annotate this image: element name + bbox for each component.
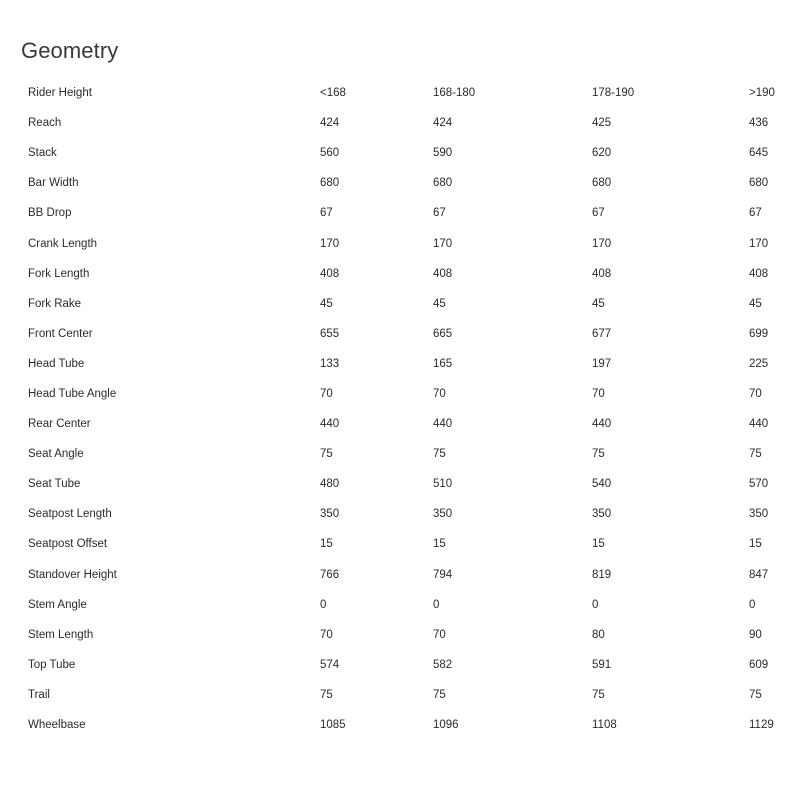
cell-value: 0 xyxy=(320,598,327,611)
cell-value: 440 xyxy=(592,418,612,431)
cell-value: 540 xyxy=(592,478,612,491)
cell-value: 170 xyxy=(749,237,769,250)
table-row xyxy=(28,138,789,168)
row-label: Seat Angle xyxy=(28,448,84,461)
cell-value: 45 xyxy=(592,297,605,310)
table-row xyxy=(28,349,789,379)
cell-value: 170 xyxy=(320,237,340,250)
table-row xyxy=(28,620,789,650)
cell-value: 665 xyxy=(433,327,453,340)
cell-value: 67 xyxy=(749,207,762,220)
cell-value: 408 xyxy=(592,267,612,280)
cell-value: 178-190 xyxy=(592,87,635,100)
cell-value: 424 xyxy=(433,117,453,130)
table-row xyxy=(28,409,789,439)
cell-value: 480 xyxy=(320,478,340,491)
cell-value: 75 xyxy=(592,448,605,461)
cell-value: 655 xyxy=(320,327,340,340)
cell-value: 75 xyxy=(433,688,446,701)
table-row xyxy=(28,499,789,529)
row-label: Fork Rake xyxy=(28,297,82,310)
cell-value: 677 xyxy=(592,327,612,340)
table-row xyxy=(28,78,789,108)
cell-value: 15 xyxy=(749,538,762,551)
cell-value: 440 xyxy=(320,418,340,431)
cell-value: 67 xyxy=(320,207,333,220)
cell-value: 75 xyxy=(433,448,446,461)
table-row xyxy=(28,168,789,198)
cell-value: 699 xyxy=(749,327,769,340)
cell-value: 620 xyxy=(592,147,612,160)
cell-value: 680 xyxy=(749,177,769,190)
cell-value: 440 xyxy=(749,418,769,431)
geometry-table-body xyxy=(28,78,789,740)
cell-value: 350 xyxy=(749,508,769,521)
cell-value: 847 xyxy=(749,568,769,581)
cell-value: 168-180 xyxy=(433,87,476,100)
table-row xyxy=(28,198,789,228)
cell-value: 794 xyxy=(433,568,453,581)
table-row xyxy=(28,469,789,499)
geometry-table xyxy=(28,78,789,740)
cell-value: 440 xyxy=(433,418,453,431)
cell-value: 70 xyxy=(320,387,333,400)
table-row xyxy=(28,680,789,710)
cell-value: 609 xyxy=(749,658,769,671)
table-row xyxy=(28,289,789,319)
row-label: Stack xyxy=(28,147,57,160)
cell-value: 436 xyxy=(749,117,769,130)
table-row xyxy=(28,590,789,620)
table-row xyxy=(28,560,789,590)
cell-value: 70 xyxy=(433,628,446,641)
row-label: Seat Tube xyxy=(28,478,81,491)
cell-value: 67 xyxy=(592,207,605,220)
row-label: Trail xyxy=(28,688,50,701)
table-row xyxy=(28,529,789,559)
cell-value: 574 xyxy=(320,658,340,671)
cell-value: 766 xyxy=(320,568,340,581)
cell-value: 80 xyxy=(592,628,605,641)
cell-value: 133 xyxy=(320,357,340,370)
cell-value: 590 xyxy=(433,147,453,160)
cell-value: 645 xyxy=(749,147,769,160)
row-label: BB Drop xyxy=(28,207,72,220)
row-label: Stem Angle xyxy=(28,598,87,611)
cell-value: 424 xyxy=(320,117,340,130)
page-title: Geometry xyxy=(21,38,119,63)
cell-value: 67 xyxy=(433,207,446,220)
cell-value: 70 xyxy=(320,628,333,641)
cell-value: 1085 xyxy=(320,719,346,732)
cell-value: 1129 xyxy=(749,719,774,732)
row-label: Crank Length xyxy=(28,237,98,250)
cell-value: 582 xyxy=(433,658,453,671)
cell-value: 170 xyxy=(433,237,453,250)
cell-value: 90 xyxy=(749,628,762,641)
table-row xyxy=(28,439,789,469)
row-label: Standover Height xyxy=(28,568,117,581)
cell-value: 75 xyxy=(749,688,762,701)
row-label: Top Tube xyxy=(28,658,76,671)
row-label: Bar Width xyxy=(28,177,79,190)
table-row xyxy=(28,108,789,138)
cell-value: 70 xyxy=(433,387,446,400)
cell-value: 45 xyxy=(320,297,333,310)
cell-value: 819 xyxy=(592,568,612,581)
cell-value: 197 xyxy=(592,357,612,370)
cell-value: 680 xyxy=(592,177,612,190)
row-label: Reach xyxy=(28,117,62,130)
table-row xyxy=(28,710,789,740)
cell-value: 350 xyxy=(320,508,340,521)
cell-value: <168 xyxy=(320,87,346,100)
row-label: Head Tube xyxy=(28,357,85,370)
cell-value: 75 xyxy=(320,448,333,461)
row-label: Fork Length xyxy=(28,267,90,280)
cell-value: >190 xyxy=(749,87,775,100)
cell-value: 0 xyxy=(433,598,440,611)
table-row xyxy=(28,228,789,258)
cell-value: 15 xyxy=(320,538,333,551)
row-label: Wheelbase xyxy=(28,719,86,732)
row-label: Seatpost Length xyxy=(28,508,112,521)
cell-value: 591 xyxy=(592,658,612,671)
cell-value: 680 xyxy=(320,177,340,190)
cell-value: 15 xyxy=(433,538,446,551)
table-row xyxy=(28,319,789,349)
cell-value: 165 xyxy=(433,357,453,370)
cell-value: 225 xyxy=(749,357,769,370)
row-label: Front Center xyxy=(28,327,93,340)
cell-value: 408 xyxy=(749,267,769,280)
row-label: Rider Height xyxy=(28,87,92,100)
cell-value: 70 xyxy=(749,387,762,400)
cell-value: 425 xyxy=(592,117,612,130)
cell-value: 45 xyxy=(433,297,446,310)
cell-value: 70 xyxy=(592,387,605,400)
row-label: Stem Length xyxy=(28,628,94,641)
cell-value: 75 xyxy=(320,688,333,701)
row-label: Head Tube Angle xyxy=(28,387,117,400)
cell-value: 15 xyxy=(592,538,605,551)
cell-value: 0 xyxy=(592,598,599,611)
cell-value: 75 xyxy=(592,688,605,701)
cell-value: 0 xyxy=(749,598,756,611)
cell-value: 510 xyxy=(433,478,453,491)
row-label: Rear Center xyxy=(28,418,91,431)
cell-value: 680 xyxy=(433,177,453,190)
cell-value: 1096 xyxy=(433,719,459,732)
table-row xyxy=(28,650,789,680)
cell-value: 560 xyxy=(320,147,340,160)
cell-value: 75 xyxy=(749,448,762,461)
cell-value: 350 xyxy=(433,508,453,521)
row-label: Seatpost Offset xyxy=(28,538,108,551)
cell-value: 1108 xyxy=(592,719,617,732)
cell-value: 408 xyxy=(433,267,453,280)
cell-value: 408 xyxy=(320,267,340,280)
cell-value: 570 xyxy=(749,478,769,491)
cell-value: 45 xyxy=(749,297,762,310)
table-row xyxy=(28,379,789,409)
table-row xyxy=(28,259,789,289)
cell-value: 170 xyxy=(592,237,612,250)
cell-value: 350 xyxy=(592,508,612,521)
